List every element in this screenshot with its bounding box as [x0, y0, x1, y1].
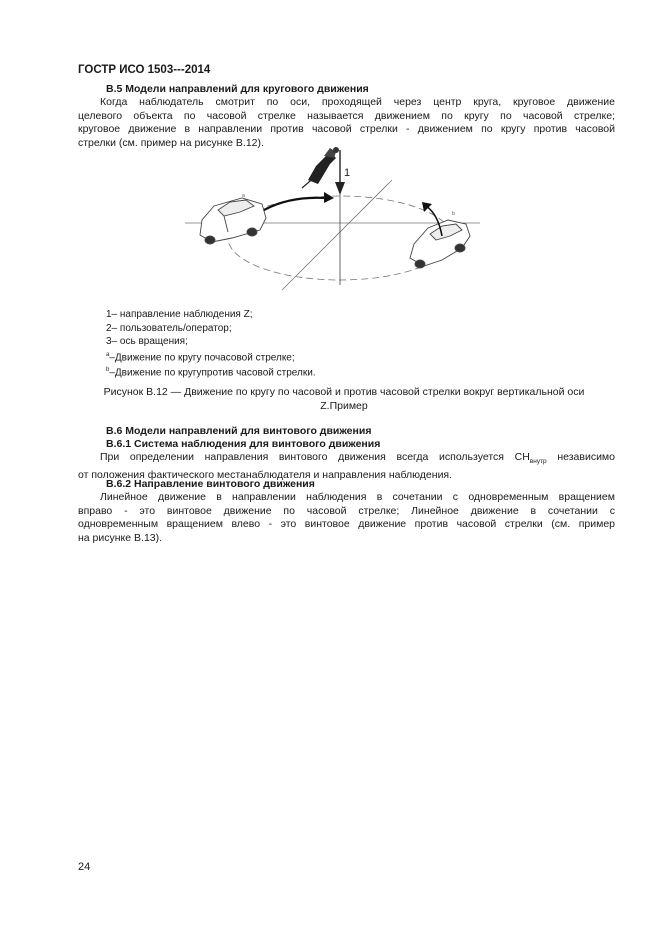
paragraph-line: на рисунке В.13). — [78, 531, 163, 544]
paragraph-line: Когда наблюдатель смотрит по оси, проходящей через центр круга, круговое движение — [100, 96, 615, 108]
diagonal-axis-line — [282, 180, 392, 290]
page-header: ГОСТР ИСО 1503---2014 — [78, 64, 211, 76]
paragraph-line: целевого объекта по часовой стрелке называется движением по кругу по часовой стрелке; — [78, 109, 615, 122]
paragraph-line: одновременным вращением влево - это винтовое движение против часовой стрелки (см. пример — [78, 518, 615, 530]
subscript-text: внутр — [529, 458, 547, 466]
legend-text: –Движение по кругу почасовой стрелке; — [109, 351, 295, 363]
figure-caption — [50, 386, 638, 413]
figure-label-b: b — [452, 211, 455, 217]
figure-caption-line: Z.Пример — [320, 399, 368, 412]
figure-label-1: 1 — [344, 167, 351, 179]
operator-figure-icon — [302, 147, 339, 188]
section-b62-title: В.6.2 Направление винтового движения — [106, 478, 315, 490]
legend-item: 3– ось вращения; — [106, 336, 188, 347]
paragraph-line: стрелки (см. пример на рисунке В.12). — [78, 136, 264, 149]
section-b62-paragraph — [78, 491, 615, 545]
paragraph-line: от положения фактического местанаблюдателя и направления наблюдения. — [78, 468, 453, 481]
figure-label-a: a — [242, 193, 245, 199]
figure-circular-motion — [180, 140, 490, 300]
paragraph-line — [78, 451, 615, 469]
paragraph-text: независимо — [546, 451, 615, 463]
legend-item — [106, 349, 316, 365]
arrowhead-icon — [335, 182, 345, 195]
page-number: 24 — [78, 861, 91, 873]
section-b6-title: В.6 Модели направлений для винтового движения — [106, 425, 372, 437]
arrowhead-icon — [324, 192, 334, 203]
legend-text: –Движение по кругупротив часовой стрелки. — [109, 367, 316, 379]
legend-item: 2– пользователь/оператор; — [106, 322, 232, 334]
legend-item — [106, 364, 316, 380]
paragraph-text: При определении направления винтового движения всегда используется CH — [100, 451, 530, 463]
paragraph-line: круговое движение в направлении против часовой стрелки - движением по кругу против часовой — [78, 123, 615, 135]
car-left-icon — [200, 198, 266, 244]
figure-legend — [106, 308, 316, 380]
paragraph-line: вправо - это винтовое движение по часовой стрелке; Линейное движение в сочетании с — [78, 504, 615, 517]
legend-mark: b — [106, 367, 110, 374]
figure-caption-line: Рисунок В.12 — Движение по кругу по часовой и против часовой стрелки вокруг вертикальной оси — [103, 386, 585, 398]
legend-item: 1– направление наблюдения Z; — [106, 309, 253, 320]
legend-mark: a — [106, 351, 110, 358]
section-b61-title: В.6.1 Система наблюдения для винтового движения — [106, 438, 381, 450]
paragraph-line: Линейное движение в направлении наблюдения в сочетании с одновременным вращением — [100, 491, 615, 503]
section-b5-title: В.5 Модели направлений для кругового движения — [106, 83, 369, 95]
